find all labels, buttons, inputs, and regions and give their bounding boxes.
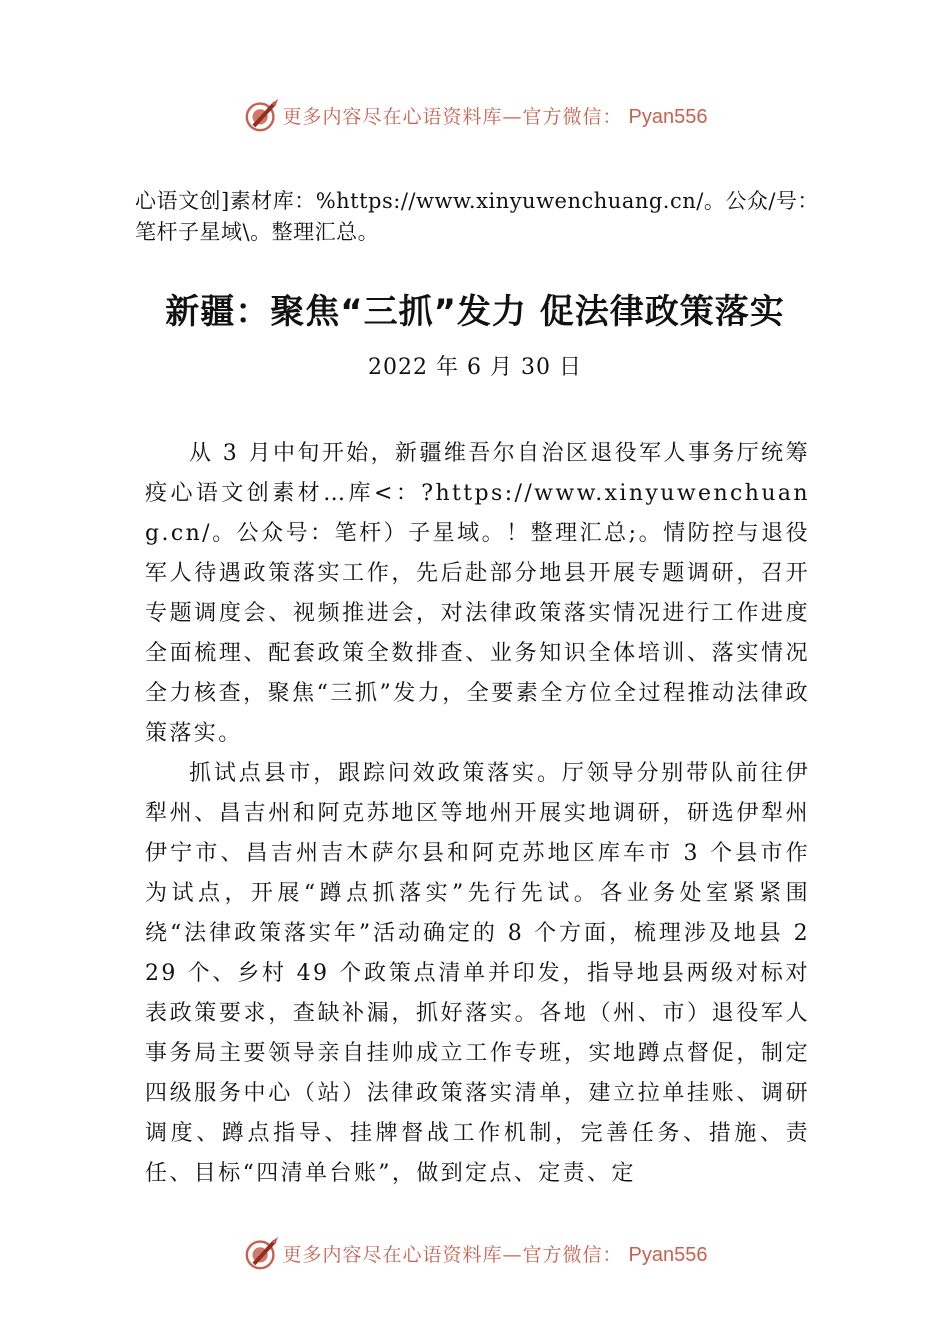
article-title: 新疆：聚焦“三抓”发力 促法律政策落实 xyxy=(165,292,785,332)
quill-logo-icon xyxy=(243,1234,281,1272)
wechat-handle: Pyan556 xyxy=(628,105,708,128)
paragraph-1: 从 3 月中旬开始，新疆维吾尔自治区退役军人事务厅统筹疫心语文创素材…库<：?https://www.xinyuwenchuang.cn/。公众号：笔杆）子星域。！整理汇总;。情防控与退役军人待遇政策落实工作，先后赴部分地县开展专题调研，召开专题调度会、视频推进会，对法律政策落实情况进行工作进度全面梳理、配套政策全数排查、业务知识全体培训、落实情况全力核查，聚焦“三抓”发力，全要素全方位全过程推动法律政策落实。 xyxy=(145,441,810,746)
quill-logo-icon xyxy=(243,96,281,134)
paragraph-2: 抓试点县市，跟踪问效政策落实。厅领导分别带队前往伊犁州、昌吉州和阿克苏地区等地州开展实地调研，研选伊犁州伊宁市、昌吉州吉木萨尔县和阿克苏地区库车市 3 个县市作为试点，开展“蹲点抓落实”先行先试。各业务处室紧紧围绕“法律政策落实年”活动确定的 8 个方面，梳理涉及地县 229 个、乡村 49 个政策点清单并印发，指导地县两级对标对表政策要求，查缺补漏，抓好落实。各地（州、市）退役军人事务局主要领导亲自挂帅成立工作专班，实地蹲点督促，制定四级服务中心（站）法律政策落实清单，建立拉单挂账、调研调度、蹲点指导、挂牌督战工作机制，完善任务、措施、责任、目标“四清单台账”，做到定点、定责、定 xyxy=(145,761,810,1186)
article-date: 2022 年 6 月 30 日 xyxy=(368,355,582,380)
article-body xyxy=(145,434,810,1194)
banner-text: 更多内容尽在心语资料库—官方微信： Pyan556 xyxy=(282,1243,708,1266)
banner-text: 更多内容尽在心语资料库—官方微信： Pyan556 xyxy=(282,105,708,128)
header-banner xyxy=(0,95,950,135)
wechat-handle: Pyan556 xyxy=(628,1243,708,1266)
watermark-note: 心语文创]素材库：%https://www.xinyuwenchuang.cn/。公众/号：笔杆子星域\。整理汇总。 xyxy=(135,189,819,244)
footer-banner xyxy=(0,1233,950,1273)
